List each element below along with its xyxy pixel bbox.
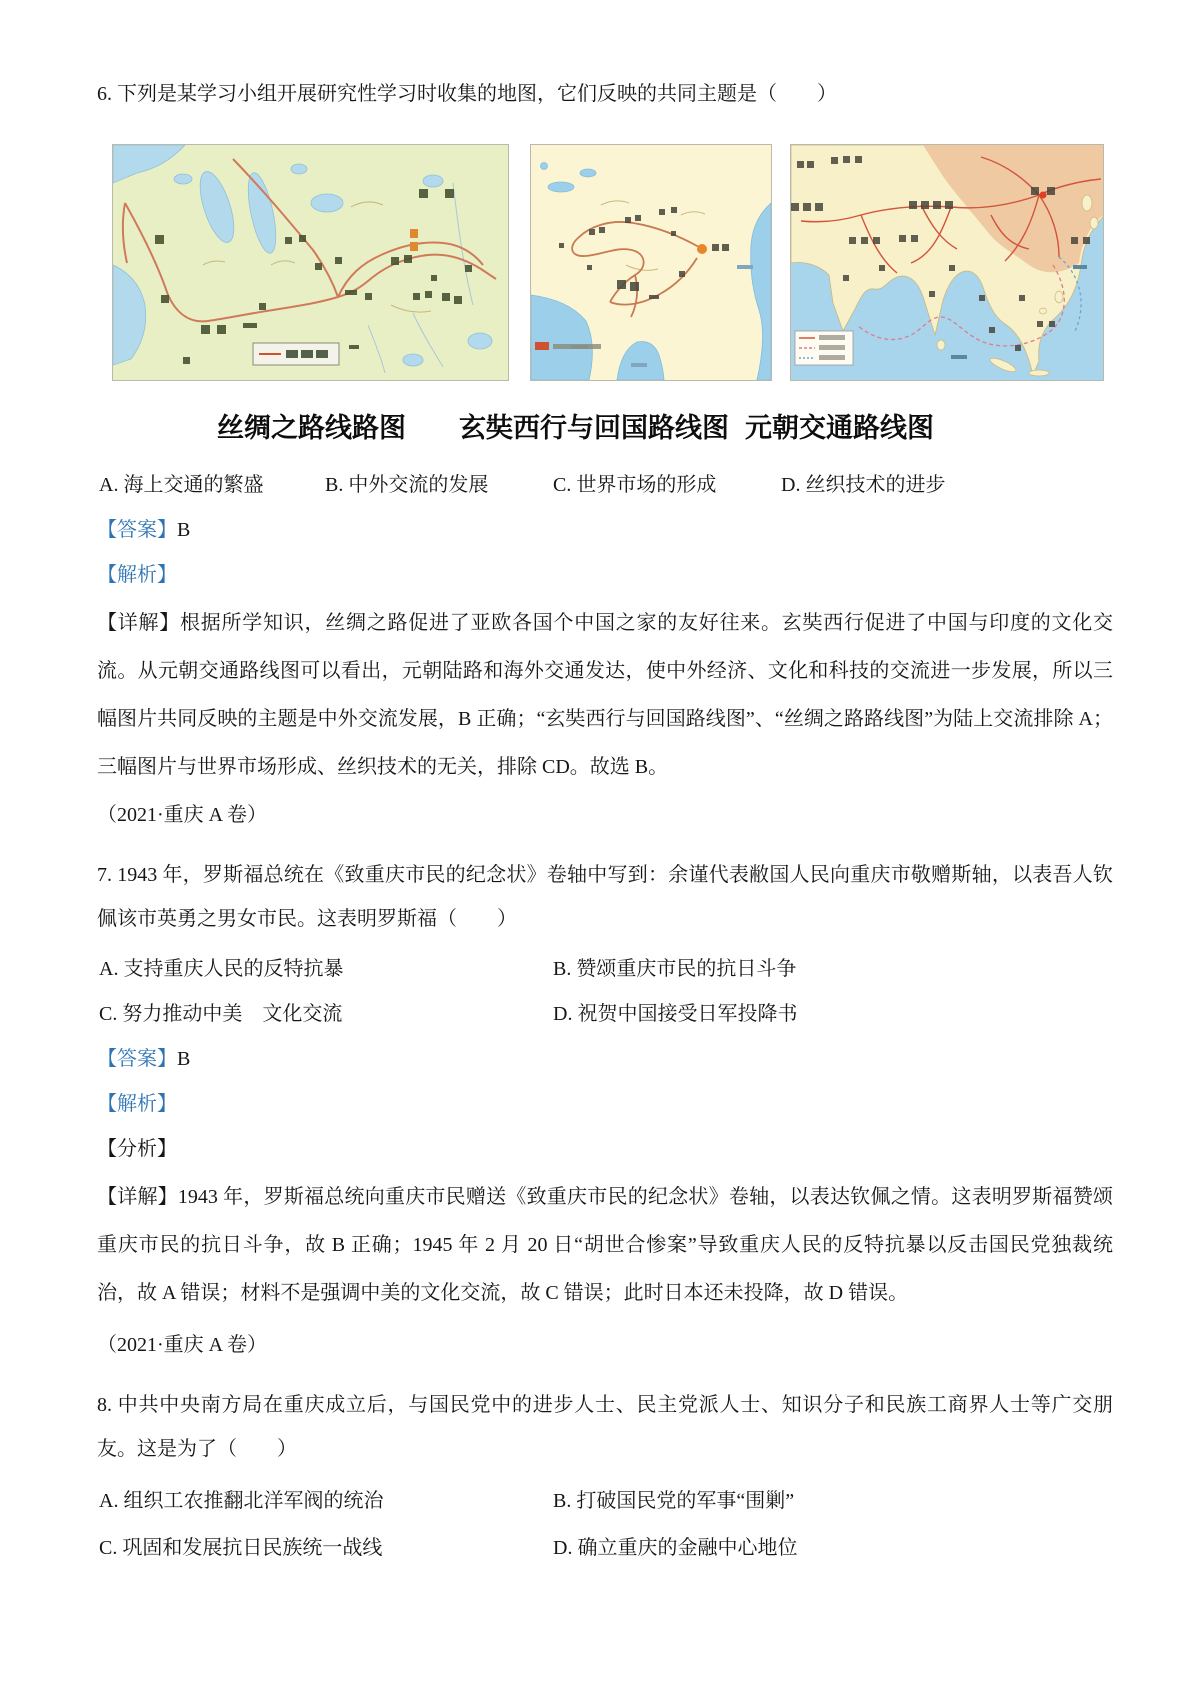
q6-answer-line: [97, 516, 1113, 544]
map-xuanzang-route-image: [531, 145, 771, 380]
map-yuan-transport-figure: [790, 144, 1104, 381]
q6-jiexi-line: [97, 561, 1113, 589]
q7-answer-line: [97, 1045, 1113, 1073]
question-8-options-row-1: [97, 1487, 1113, 1515]
question-8-options-row-2: [97, 1534, 1113, 1562]
map-caption-yuan: 元朝交通路线图: [745, 413, 934, 443]
q7-option-b: B. 赞颂重庆市民的抗日斗争: [553, 958, 797, 980]
q6-answer-label: 【答案】: [97, 519, 177, 541]
map-silk-road-image: [113, 145, 508, 380]
q7-option-c: C. 努力推动中美 文化交流: [99, 1003, 343, 1025]
q8-option-d: D. 确立重庆的金融中心地位: [553, 1537, 798, 1559]
q6-option-a: A. 海上交通的繁盛: [99, 474, 264, 496]
question-6-stem: 6. 下列是某学习小组开展研究性学习时收集的地图，它们反映的共同主题是（ ）: [97, 83, 837, 105]
question-8-stem: 8. 中共中央南方局在重庆成立后，与国民党中的进步人士、民主党派人士、知识分子和民族工商界人士等广交朋友。这是为了（ ）: [97, 1394, 1113, 1460]
document-content: [97, 0, 1113, 1562]
source-tag-1: （2021·重庆 A 卷）: [97, 804, 267, 826]
map-silk-road-figure: [112, 144, 509, 381]
q8-option-c: C. 巩固和发展抗日民族统一战线: [99, 1537, 383, 1559]
question-6-options: [97, 471, 1113, 499]
q6-jiexi-label: 【解析】: [97, 564, 177, 586]
q7-option-a: A. 支持重庆人民的反特抗暴: [99, 958, 344, 980]
q7-answer-label: 【答案】: [97, 1048, 177, 1070]
q7-jiexi-line: [97, 1090, 1113, 1118]
map-caption-silk-road: 丝绸之路线路图: [217, 413, 406, 443]
question-6-maps-row: [97, 144, 1113, 381]
map-silk-road-legend: [253, 343, 339, 365]
q6-detail-paragraph: 【详解】根据所学知识，丝绸之路促进了亚欧各国个中国之家的友好往来。玄奘西行促进了中国与印度的文化交流。从元朝交通路线图可以看出，元朝陆路和海外交通发达，使中外经济、文化和科技的交流进一步发展，所以三幅图片共同反映的主题是中外交流发展，B 正确；“玄奘西行与回国路线图”、“丝绸之路路线图”为陆上交流排除 A；三幅图片与世界市场形成、丝织技术的无关，排除 CD。故选 B。: [97, 612, 1113, 778]
map-changan-marker: [697, 244, 707, 254]
question-7-options-row-2: [97, 1000, 1113, 1028]
q6-option-b: B. 中外交流的发展: [325, 474, 489, 496]
q6-option-d: D. 丝织技术的进步: [781, 474, 946, 496]
question-7-stem: 7. 1943 年，罗斯福总统在《致重庆市民的纪念状》卷轴中写到：余谨代表敝国人民向重庆市敬赠斯轴，以表吾人钦佩该市英勇之男女市民。这表明罗斯福（ ）: [97, 864, 1113, 930]
q7-fenxi-label: 【分析】: [97, 1138, 177, 1160]
map-xuanzang-route-figure: [530, 144, 772, 381]
q7-fenxi-line: [97, 1135, 1113, 1163]
source-tag-2: （2021·重庆 A 卷）: [97, 1334, 267, 1356]
question-7-options-row-1: [97, 955, 1113, 983]
map-captions-row: [97, 411, 1113, 445]
q6-option-c: C. 世界市场的形成: [553, 474, 717, 496]
q7-option-d: D. 祝贺中国接受日军投降书: [553, 1003, 798, 1025]
q7-detail-paragraph: 【详解】1943 年，罗斯福总统向重庆市民赠送《致重庆市民的纪念状》卷轴，以表达钦佩之情。这表明罗斯福赞颂重庆市民的抗日斗争，故 B 正确；1945 年 2 月 20 日“胡世合惨案”导致重庆人民的反特抗暴以反击国民党独裁统治，故 A 错误；材料不是强调中美的文化交流，故 C 错误；此时日本还未投降，故 D 错误。: [97, 1186, 1113, 1304]
q7-jiexi-label: 【解析】: [97, 1093, 177, 1115]
q6-answer-value: B: [177, 519, 191, 541]
map-caption-xuanzang: 玄奘西行与回国路线图: [459, 413, 729, 443]
map-yuan-transport-image: [791, 145, 1103, 380]
q8-option-b: B. 打破国民党的军事“围剿”: [553, 1490, 795, 1512]
q7-answer-value: B: [177, 1048, 191, 1070]
map-dadu-marker: [1040, 192, 1047, 199]
q8-option-a: A. 组织工农推翻北洋军阀的统治: [99, 1490, 384, 1512]
map-yuan-legend: [795, 331, 853, 365]
